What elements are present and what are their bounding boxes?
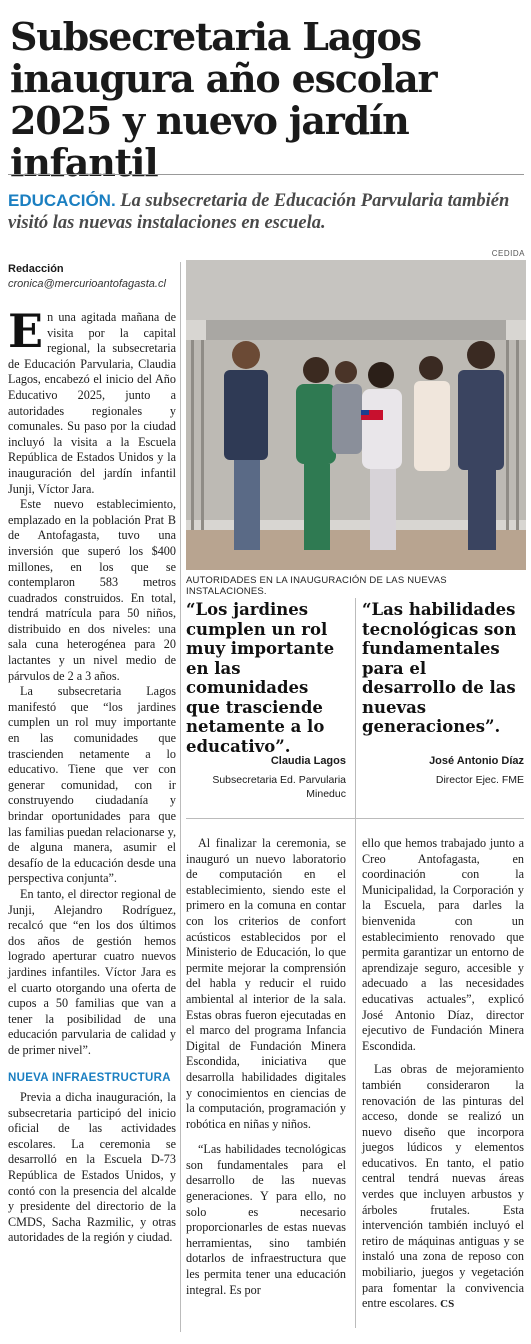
pull-quote-1-attribution	[186, 755, 346, 801]
lede	[8, 190, 524, 234]
column-divider-2	[355, 598, 356, 1328]
quotes-separator	[186, 818, 524, 819]
pull-quote-1-name: Claudia Lagos	[270, 755, 346, 767]
paragraph-1	[8, 304, 176, 497]
pull-quote-2	[362, 600, 524, 737]
paragraph-2: Este nuevo establecimiento, emplazado en la población Prat B de Antofagasta, tuvo una inversión que superó los $400 millones, en los que se contemplaron 583 metros cuadrados construidos. En total, tendrá matrícula para 50 niños, distribuido en dos niveles: una sala cuna heterogénea para 20 lactantes y un nivel medio de párvulos de 2 a 3 años.	[8, 497, 176, 683]
photo-caption: AUTORIDADES EN LA INAUGURACIÓN DE LAS NUEVAS INSTALACIONES.	[186, 575, 447, 597]
photo-credit: CEDIDA	[491, 249, 525, 258]
article-column-1	[8, 304, 176, 1246]
pull-quote-2-attribution	[362, 755, 524, 787]
paragraph-1-text: n una agitada mañana de visita por la capital regional, la subsecretaria de Educación Parvularia, Claudia Lagos, encabezó el inicio del Año Educativo 2025, junto a autoridades regionales y comunales. Su paso por la ciudad incluyó la visita a la Escuela República de Estados Unidos y la inauguración del jardín infantil Junji, Víctor Jara.	[8, 310, 176, 496]
paragraph-6: Al finalizar la ceremonia, se inauguró un nuevo laboratorio de computación en el establecimiento, siendo este el primero en la comuna en contar con los criterios de confort acústicos establecidos por el Ministerio de Educación, lo que permite mejorar la comprensión del habla y reducir el ruido ambiental al interior de la sala. Estas obras fueron ejecutadas en el marco del programa Infancia Digital de Fundación Minera Escondida, iniciativa que desarrolla habilidades digitales y conocimientos en ciencias de la computación, programación y robótica en niñas y niños.	[186, 836, 346, 1131]
pull-quote-2-name: José Antonio Díaz	[429, 755, 524, 767]
paragraph-9	[362, 1062, 524, 1313]
byline-author: Redacción	[8, 263, 64, 275]
pull-quote-1	[186, 600, 346, 756]
paragraph-5: Previa a dicha inauguración, la subsecretaria participó del inicio oficial de las actividades escolares. La ceremonia se desarrolló en la Escuela D-73 República de Estados Unidos, y contó con la presencia del alcalde y presidente del directorio de la CMDS, Sacha Razmilic, y otras autoridades de la región y ciudad.	[8, 1090, 176, 1245]
paragraph-4: En tanto, el director regional de Junji, Alejandro Rodríguez, recalcó que “en los dos últimos dos años de gestión hemos logrado aperturar cuatro nuevos jardines infantiles. Víctor Jara es el cuarto otorgando una oferta de cupos a 50 familias que van a tener la posibilidad de una educación parvularia de calidad y de primer nivel”.	[8, 886, 176, 1057]
headline: Subsecretaria Lagos inaugura año escolar 2025 y nuevo jardín infantil	[10, 14, 437, 185]
paragraph-7: “Las habilidades tecnológicas son fundamentales para el desarrollo de las nuevas generaciones. Y para ello, no solo es necesario proporcionarles de estas nuevas herramientas, sino también dotarlos de infraestructura que les permita tener una educación integral. Es por	[186, 1142, 346, 1297]
pull-quote-1-org: Mineduc	[306, 788, 346, 800]
paragraph-8: ello que hemos trabajado junto a Creo Antofagasta, en coordinación con la Municipalidad, la Corporación y la Escuela, para darles la bienvenida con un establecimiento renovado que permita garantizar un entorno de aprendizaje seguro, accesible y adecuado a las necesidades educativas actuales”, explicó José Antonio Díaz, director ejecutivo de Fundación Minera Escondida.	[362, 836, 524, 1053]
news-photo	[186, 260, 526, 570]
paragraph-9-text: Las obras de mejoramiento también consideraron la renovación de las pinturas del acceso, donde se realizó un nuevo diseño que incorpora juegos lúdicos y elementos educativos. En tanto, el patio central tendrá nuevas áreas verdes que incluyen arbustos y árboles frutales. Esta intervención también incluyó el retiro de máquinas antiguas y se instaló una zona de reposo con mobiliario, juegos y vegetación para fomentar la convivencia entre escolares.	[362, 1062, 524, 1311]
byline	[8, 262, 178, 292]
article-column-3	[362, 836, 524, 1313]
news-photo-illustration	[186, 260, 526, 570]
paragraph-3: La subsecretaria Lagos manifestó que “los jardines cumplen un rol muy importante en las comunidades que trascienden netamente a lo educativo. Tiene que ver con generar comunidad, con ir construyendo ciudadanía y brindar oportunidades para que las familias puedan relacionarse y, de alguna manera, asumir el desafío de la educación desde una perspectiva conjunta”.	[8, 684, 176, 886]
lede-kicker: EDUCACIÓN.	[8, 191, 116, 210]
byline-email[interactable]: cronica@mercurioantofagasta.cl	[8, 278, 166, 290]
pull-quote-2-text: “Las habilidades tecnológicas son fundamentales para el desarrollo de las nuevas generaciones”.	[362, 600, 517, 736]
pull-quote-1-text: “Los jardines cumplen un rol muy importante en las comunidades que trasciende netamente a lo educativo”.	[186, 600, 335, 756]
article-column-2	[186, 836, 346, 1298]
subhead-infraestructura: NUEVA INFRAESTRUCTURA	[8, 1071, 171, 1084]
column-divider-1	[180, 262, 181, 1332]
lede-text: La subsecretaria de Educación Parvularia también visitó las nuevas instalaciones en escuela.	[8, 191, 510, 233]
pull-quote-1-role: Subsecretaria Ed. Parvularia	[212, 774, 346, 786]
pull-quote-2-role: Director Ejec. FME	[435, 774, 524, 786]
headline-rule	[8, 174, 524, 175]
end-mark: CS	[440, 1298, 455, 1311]
drop-cap: E	[8, 304, 44, 358]
